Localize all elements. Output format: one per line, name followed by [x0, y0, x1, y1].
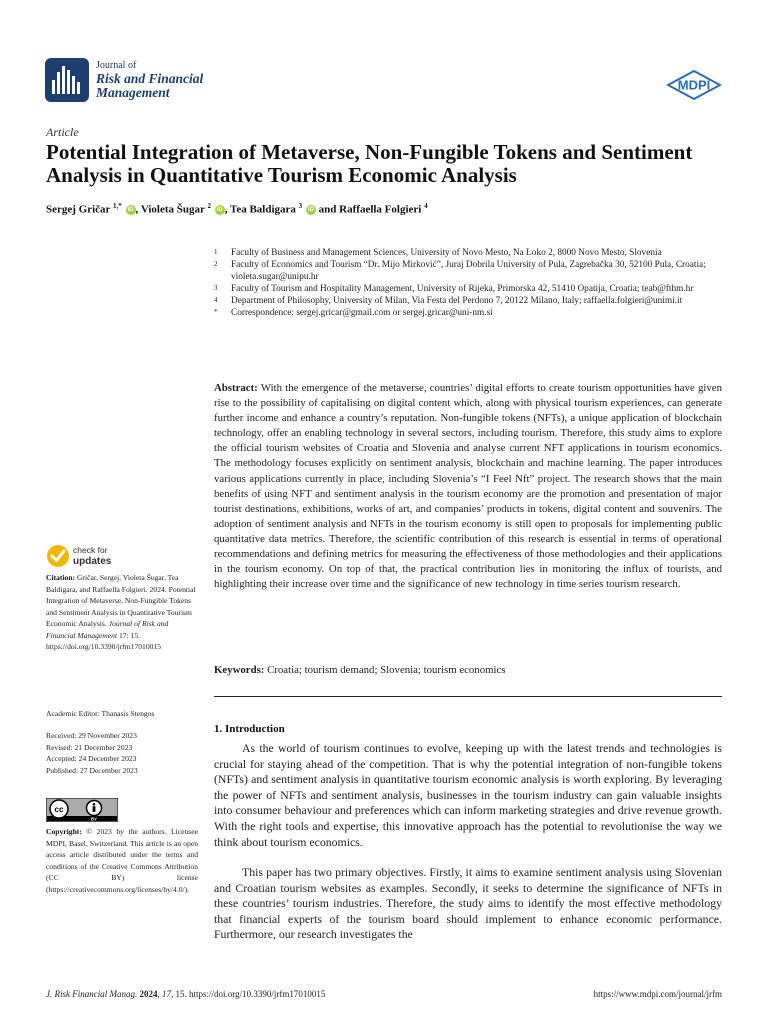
published-date: Published: 27 December 2023 [46, 765, 138, 775]
footer-article: , 15. [170, 989, 187, 999]
affiliation-text: Department of Philosophy, University of Milan, Via Festa del Perdono 7, 20122 Milano, Italy; raffaella.folgieri@unimi.it [231, 296, 683, 306]
affiliation-number: 4 [214, 296, 218, 304]
author-affiliation: 3 [298, 202, 303, 210]
paragraph-text: As the world of tourism continues to evolve, keeping up with the latest trends and technologies is crucial for staying ahead of the competition. That is why the potential integration of non-fungible tokens (NFTs) and sentiment analysis in quantitative tourism economic analysis is worth exploring. By leveraging the power of NFTs and sentiment analysis, businesses in the tourism industry can gain valuable insights into consumer behaviour and preferences which can inform marketing strategies and drive revenue growth. With the right tools and expertise, this innovative approach has the potential to revolutionise the way we think about tourism economics. [214, 741, 722, 849]
footer-volume: 17 [161, 989, 171, 999]
author-affiliation: 1,* [113, 202, 122, 210]
by-label: BY [90, 816, 98, 822]
affiliation-item [214, 247, 724, 259]
citation-text: Gričar, Sergej, Violeta Šugar, Tea Baldigara, and Raffaella Folgieri. 2024. Potential Integration of Metaverse, Non-Fungible Tokens and Sentiment Analysis in Quantitative Tourism Economic Analysis. [46, 573, 196, 628]
author-list [46, 202, 428, 216]
footer-journal: J. Risk Financial Manag. [46, 989, 138, 999]
mdpi-logo [666, 70, 722, 100]
affiliation-text: Faculty of Business and Management Sciences, University of Novo Mesto, Na Loko 2, 8000 Novo Mesto, Slovenia [231, 248, 662, 258]
author-name[interactable]: Violeta Šugar [140, 203, 205, 216]
author-name[interactable]: Tea Baldigara [230, 203, 296, 216]
citation-block [46, 572, 198, 653]
check-for-label: check for [73, 545, 108, 555]
orcid-icon[interactable]: iD [216, 207, 223, 214]
footer-journal-url[interactable]: https://www.mdpi.com/journal/jrfm [593, 989, 722, 999]
copyright-label: Copyright: [46, 827, 82, 836]
footer-citation: J. Risk Financial Manag. 2024, 17, 15. https://doi.org/10.3390/jrfm17010015 [46, 989, 326, 999]
affiliation-item [214, 283, 724, 295]
orcid-icon[interactable]: iD [127, 207, 134, 214]
affiliations [214, 247, 724, 319]
abstract-label: Abstract: [214, 382, 258, 394]
accepted-date: Accepted: 24 December 2023 [46, 754, 137, 763]
affiliation-number: 3 [214, 284, 218, 292]
cc-label: cc [54, 805, 64, 814]
journal-logo [45, 58, 89, 102]
check-for-updates-badge[interactable] [46, 542, 176, 570]
section-heading-introduction: 1. Introduction [214, 723, 285, 735]
copyright-block [46, 826, 198, 895]
citation-journal: Journal of Risk and Financial Management [46, 619, 169, 640]
intro-paragraph-2 [214, 865, 722, 943]
footer-year: 2024 [139, 989, 158, 999]
journal-title-line2: Management [96, 85, 170, 100]
citation-doi[interactable]: 17: 15. https://doi.org/10.3390/jrfm17010015 [46, 630, 162, 651]
author-separator: , [224, 203, 230, 216]
dates-block [46, 730, 198, 776]
intro-paragraph-1 [214, 741, 722, 850]
journal-name [96, 60, 203, 100]
orcid-icon[interactable]: iD [307, 207, 314, 214]
academic-editor: Academic Editor: Thanasis Stengos [46, 709, 155, 718]
paper-title: Potential Integration of Metaverse, Non-Fungible Tokens and Sentiment Analysis in Quantitative Tourism Economic Analysis [46, 140, 693, 187]
affiliation-item [214, 295, 724, 307]
updates-label: updates [73, 556, 112, 567]
author-separator: , [135, 203, 141, 216]
abstract [214, 381, 722, 592]
affiliation-number: 1 [214, 248, 218, 256]
abstract-text: With the emergence of the metaverse, countries’ digital efforts to create tourism opportunities have given rise to the possibility of capitalising on digital content which, along with physical tourism experiences, can generate further income and enhance a country’s reputation. Non-fungible tokens (NFTs), a unique application of blockchain technology, offer an enabling technology in several sectors, including tourism. Therefore, this study aims to explore the official tourism websites of Croatia and Slovenia and analyse current NFT applications in tourism economics. The methodology focuses explicitly on sentiment analysis, blockchain and machine learning. The paper introduces various applications currently in place, including Slovenia’s “I Feel Nft” project. The research shows that the main benefits of using NFT and sentiment analysis in the tourism economy are the promotion and presentation of major tourist destinations, exhibitions, works of art, and companies’ products in tokens, digital content and souvenirs. The adoption of sentiment analysis and NFTs in the tourism economy is still open to proposals for implementing public quantitative data metrics. Therefore, the scientific contribution of this research is essential in terms of operational recommendations and defining metrics for measuring the effectiveness of those methodologies and their applications in the tourism economy. On top of that, the practical contribution lies in monitoring the influx of tourists, and highlighting their increase over time and the significance of new technology in time series tourism research. [214, 382, 723, 591]
revised-date: Revised: 21 December 2023 [46, 742, 133, 752]
correspondence-item [214, 307, 724, 319]
received-date: Received: 29 November 2023 [46, 731, 137, 740]
keywords-label: Keywords: [214, 664, 265, 676]
copyright-text: © 2023 by the authors. Licensee MDPI, Basel, Switzerland. This article is an open access article distributed under the terms and conditions of the Creative Commons Attribution (CC BY) license (https://creativecommons.org/licenses/by/4.0/). [46, 827, 198, 894]
correspondence-text: Correspondence: sergej.gricar@gmail.com or sergej.gricar@uni-nm.si [231, 308, 493, 318]
keywords-text: Croatia; tourism demand; Slovenia; tourism economics [267, 664, 506, 676]
affiliation-item [214, 259, 724, 283]
article-type: Article [46, 125, 79, 139]
journal-title-line1: Risk and Financial [96, 71, 204, 86]
footer-doi[interactable]: https://doi.org/10.3390/jrfm17010015 [188, 989, 326, 999]
affiliation-text: Faculty of Tourism and Hospitality Management, University of Rijeka, Primorska 42, 51410 Opatija, Croatia; teab@fthm.hr [231, 284, 694, 294]
cc-by-license-badge[interactable] [46, 798, 118, 822]
citation-label: Citation: [46, 573, 76, 582]
author-name[interactable]: Sergej Gričar [46, 203, 111, 216]
affiliation-text: Faculty of Economics and Tourism “Dr. Mijo Mirković”, Juraj Dobrila University of Pula, Zagrebačka 30, 52100 Pula, Croatia; violeta.sugar@unipu.hr [231, 260, 706, 282]
author-affiliation: 2 [207, 202, 211, 210]
affiliation-number: * [214, 308, 218, 316]
affiliation-number: 2 [214, 260, 218, 268]
mdpi-text: MDPI [677, 77, 711, 93]
author-separator: and [315, 203, 340, 216]
author-name[interactable]: Raffaella Folgieri [339, 203, 422, 216]
keywords [214, 664, 722, 676]
author-affiliation: 4 [424, 202, 428, 210]
paragraph-text: This paper has two primary objectives. Firstly, it aims to examine sentiment analysis using Slovenian and Croatian tourism websites as examples. Secondly, it seeks to determine the significance of NFTs in these countries’ tourism industries. Therefore, the study aims to identify the most effective methodology that financial experts of the tourism board should implement to enhance economic performance. Furthermore, our research investigates the [214, 865, 722, 942]
journal-of: Journal of [96, 60, 137, 71]
section-divider [214, 696, 722, 697]
